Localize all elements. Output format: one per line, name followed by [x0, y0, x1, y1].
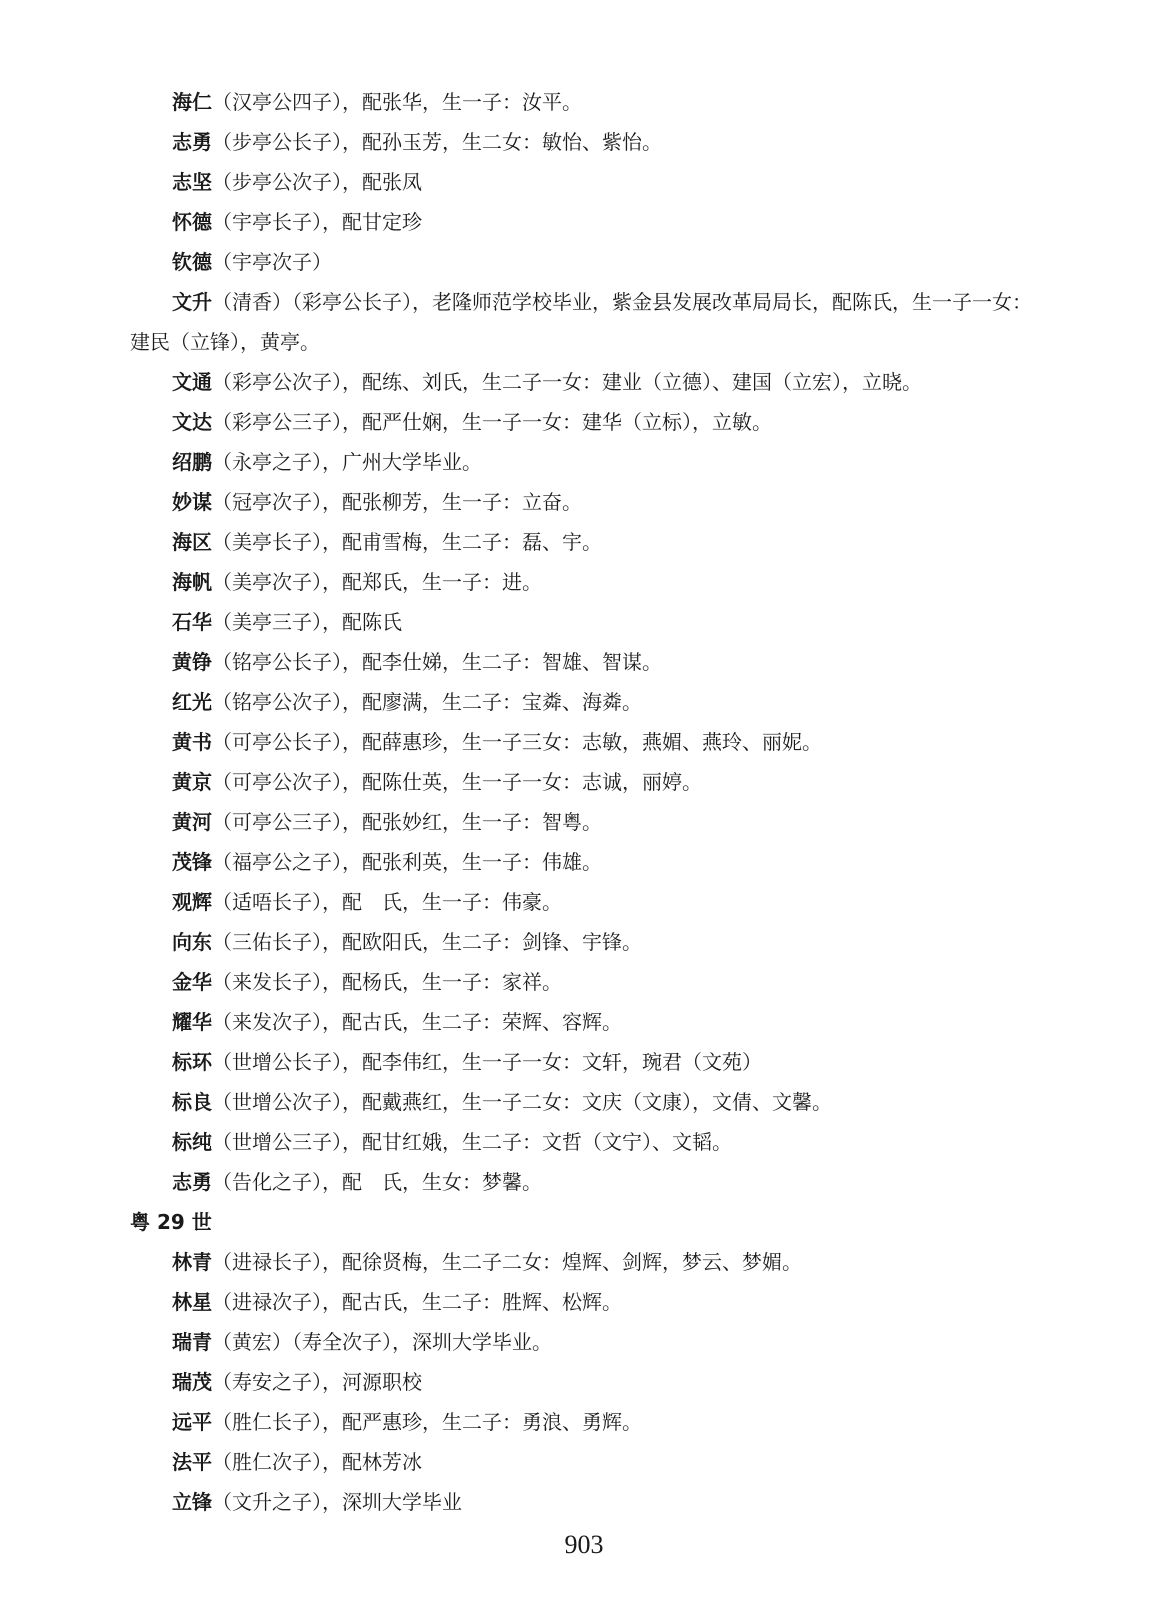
genealogy-entry [130, 122, 1080, 162]
genealogy-entry [130, 882, 1080, 922]
entry-text: （世增公次子），配戴燕红，生一子二女：文庆（文康），文倩、文馨。 [212, 1090, 832, 1114]
entry-name: 文达 [172, 410, 212, 434]
entry-text: （汉亭公四子），配张华，生一子：汝平。 [212, 90, 582, 114]
entry-text: （胜仁次子），配林芳冰 [212, 1450, 422, 1474]
entry-name: 怀德 [172, 210, 212, 234]
entry-name: 耀华 [172, 1010, 212, 1034]
genealogy-entry [130, 1442, 1080, 1482]
entry-name: 观辉 [172, 890, 212, 914]
entries-before-section [130, 82, 1080, 1202]
entry-text: （黄宏）（寿全次子），深圳大学毕业。 [212, 1330, 552, 1354]
entry-text: （可亭公三子），配张妙红，生一子：智粤。 [212, 810, 602, 834]
entry-text: （冠亭次子），配张柳芳，生一子：立奋。 [212, 490, 582, 514]
entry-name: 志勇 [172, 1170, 212, 1194]
entry-text: （铭亭公次子），配廖满，生二子：宝粦、海粦。 [212, 690, 642, 714]
entry-name: 向东 [172, 930, 212, 954]
entry-continuation [130, 322, 1080, 362]
entry-text: （宇亭长子），配甘定珍 [212, 210, 422, 234]
entry-text: （世增公长子），配李伟红，生一子一女：文轩，琬君（文苑） [212, 1050, 762, 1074]
genealogy-entry [130, 522, 1080, 562]
genealogy-entry [130, 362, 1080, 402]
genealogy-entry [130, 402, 1080, 442]
entry-text: （美亭次子），配郑氏，生一子：进。 [212, 570, 542, 594]
entry-name: 标良 [172, 1090, 212, 1114]
entry-name: 瑞茂 [172, 1370, 212, 1394]
page-number: 903 [564, 1530, 604, 1559]
entry-text: （宇亭次子） [212, 250, 332, 274]
section-heading: 粤 29 世 [130, 1210, 212, 1234]
entry-text: （美亭长子），配甫雪梅，生二子：磊、宇。 [212, 530, 602, 554]
entry-name: 钦德 [172, 250, 212, 274]
genealogy-entry [130, 1162, 1080, 1202]
entry-text: （进禄次子），配古氏，生二子：胜辉、松辉。 [212, 1290, 622, 1314]
entry-name: 文升 [172, 290, 212, 314]
entry-name: 妙谋 [172, 490, 212, 514]
genealogy-entry [130, 482, 1080, 522]
entry-text: （步亭公长子），配孙玉芳，生二女：敏怡、紫怡。 [212, 130, 662, 154]
genealogy-entry [130, 282, 1080, 322]
entry-name: 标环 [172, 1050, 212, 1074]
entry-name: 红光 [172, 690, 212, 714]
entry-text: 建民（立锋），黄亭。 [130, 330, 320, 354]
genealogy-entry [130, 842, 1080, 882]
entry-text: （寿安之子），河源职校 [212, 1370, 422, 1394]
genealogy-entry [130, 562, 1080, 602]
entry-text: （清香）（彩亭公长子），老隆师范学校毕业，紫金县发展改革局局长，配陈氏，生一子一女： [212, 290, 1032, 314]
entry-name: 志坚 [172, 170, 212, 194]
entry-text: （三佑长子），配欧阳氏，生二子：剑锋、宇锋。 [212, 930, 642, 954]
genealogy-entry [130, 1322, 1080, 1362]
entry-text: （文升之子），深圳大学毕业 [212, 1490, 462, 1514]
entry-name: 林青 [172, 1250, 212, 1274]
genealogy-entry [130, 1482, 1080, 1522]
genealogy-entry [130, 682, 1080, 722]
entry-name: 海帆 [172, 570, 212, 594]
genealogy-entry [130, 962, 1080, 1002]
entry-text: （美亭三子），配陈氏 [212, 610, 402, 634]
entry-name: 黄书 [172, 730, 212, 754]
entry-name: 法平 [172, 1450, 212, 1474]
entry-text: （福亭公之子），配张利英，生一子：伟雄。 [212, 850, 602, 874]
entry-text: （铭亭公长子），配李仕娣，生二子：智雄、智谋。 [212, 650, 662, 674]
entry-text: （来发长子），配杨氏，生一子：家祥。 [212, 970, 562, 994]
genealogy-entry [130, 802, 1080, 842]
genealogy-entry [130, 722, 1080, 762]
entry-text: （永亭之子），广州大学毕业。 [212, 450, 482, 474]
genealogy-entry [130, 642, 1080, 682]
genealogy-entry [130, 162, 1080, 202]
entry-text: （可亭公次子），配陈仕英，生一子一女：志诚，丽婷。 [212, 770, 702, 794]
genealogy-entry [130, 1362, 1080, 1402]
entry-name: 标纯 [172, 1130, 212, 1154]
entry-name: 绍鹏 [172, 450, 212, 474]
entry-text: （告化之子），配 氏，生女：梦馨。 [212, 1170, 542, 1194]
genealogy-entry [130, 922, 1080, 962]
genealogy-entry [130, 1002, 1080, 1042]
genealogy-entry [130, 1242, 1080, 1282]
entry-text: （来发次子），配古氏，生二子：荣辉、容辉。 [212, 1010, 622, 1034]
entry-name: 林星 [172, 1290, 212, 1314]
entry-name: 海区 [172, 530, 212, 554]
genealogy-entry [130, 82, 1080, 122]
genealogy-entry [130, 1402, 1080, 1442]
genealogy-entry [130, 762, 1080, 802]
entries-after-section [130, 1242, 1080, 1522]
entry-name: 瑞青 [172, 1330, 212, 1354]
entry-text: （彩亭公三子），配严仕娴，生一子一女：建华（立标），立敏。 [212, 410, 772, 434]
entry-name: 立锋 [172, 1490, 212, 1514]
genealogy-entry [130, 242, 1080, 282]
genealogy-entry [130, 1082, 1080, 1122]
entry-text: （步亭公次子），配张凤 [212, 170, 422, 194]
entry-name: 茂锋 [172, 850, 212, 874]
entry-name: 黄河 [172, 810, 212, 834]
entry-text: （胜仁长子），配严惠珍，生二子：勇浪、勇辉。 [212, 1410, 642, 1434]
entry-name: 远平 [172, 1410, 212, 1434]
entry-name: 石华 [172, 610, 212, 634]
entry-name: 志勇 [172, 130, 212, 154]
entry-name: 黄京 [172, 770, 212, 794]
genealogy-entry [130, 1282, 1080, 1322]
genealogy-entry [130, 202, 1080, 242]
entry-text: （世增公三子），配甘红娥，生二子：文哲（文宁）、文韬。 [212, 1130, 732, 1154]
entry-text: （彩亭公次子），配练、刘氏，生二子一女：建业（立德）、建国（立宏），立晓。 [212, 370, 922, 394]
genealogy-entry [130, 1122, 1080, 1162]
entry-name: 金华 [172, 970, 212, 994]
entry-text: （可亭公长子），配薛惠珍，生一子三女：志敏，燕媚、燕玲、丽妮。 [212, 730, 822, 754]
entry-name: 文通 [172, 370, 212, 394]
genealogy-entries [130, 82, 1080, 1522]
entry-name: 海仁 [172, 90, 212, 114]
genealogy-entry [130, 442, 1080, 482]
genealogy-entry [130, 602, 1080, 642]
genealogy-entry [130, 1042, 1080, 1082]
entry-name: 黄铮 [172, 650, 212, 674]
entry-text: （进禄长子），配徐贤梅，生二子二女：煌辉、剑辉，梦云、梦媚。 [212, 1250, 802, 1274]
entry-text: （适唔长子），配 氏，生一子：伟豪。 [212, 890, 562, 914]
